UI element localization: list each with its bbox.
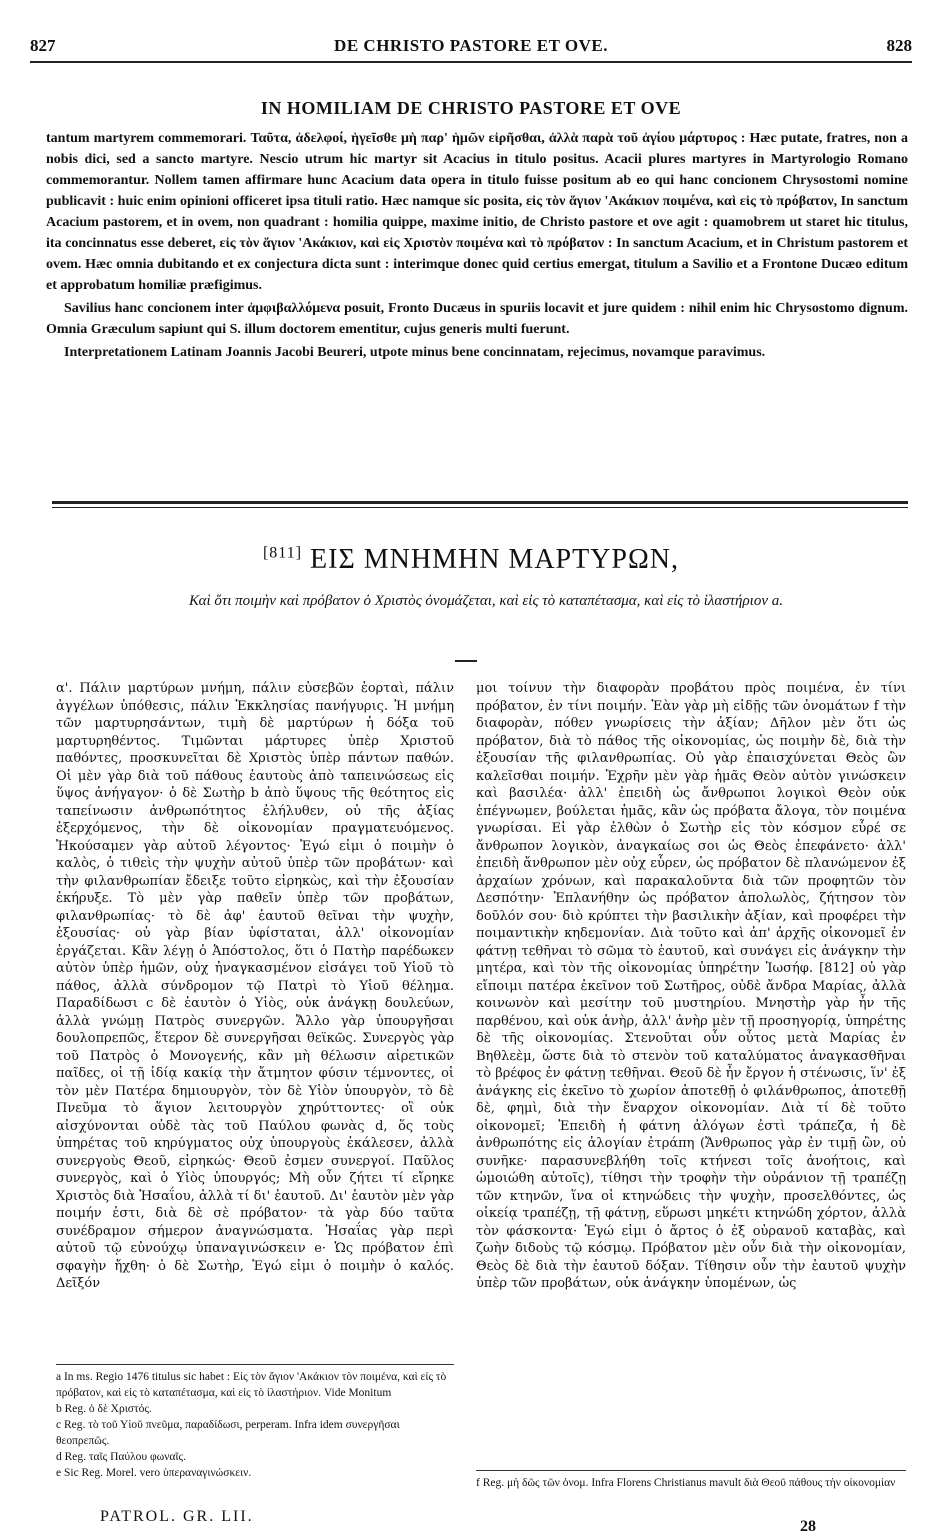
homily-subtitle: Καὶ ὅτι ποιμὴν καὶ πρόβατον ὁ Χριστὸς ὀνομάζεται, καὶ εἰς τὸ καταπέτασμα, καὶ εἰς τὸ ἱλαστήριον a.	[189, 593, 783, 609]
monitum-paragraph: Interpretationem Latinam Joannis Jacobi Beureri, utpote minus bene concinnatam, rejecimus, novamque paravimus.	[64, 345, 766, 360]
footnote: a In ms. Regio 1476 titulus sic habet : Εἰς τὸν ἅγιον 'Ακάκιον τὸν ποιμένα, καὶ εἰς τὸ πρόβατον, καὶ εἰς τὸ καταπέτασμα, καὶ εἰς τὸ ἱλαστήριον. Vide Monitum	[56, 1371, 447, 1399]
footnote: d Reg. ταῖς Παύλου φωναῖς.	[56, 1451, 186, 1463]
page-number: 827	[30, 36, 56, 55]
footer-signature: 28	[800, 1518, 816, 1535]
section-rule-thin	[52, 507, 908, 508]
monitum-title: IN HOMILIAM DE CHRISTO PASTORE ET OVE	[260, 98, 682, 118]
monitum-paragraph: Savilius hanc concionem inter ἀμφιβαλλόμενα posuit, Fronto Ducæus in spuriis locavit et jure quidem : nihil enim hic Chrysostomo dignum. Omnia Græculum sapiunt qui S. illum doctorem ementitur, cujus generis multi fuerunt.	[46, 301, 908, 337]
monitum-paragraph: tantum martyrem commemorari. Ταῦτα, ἀδελφοί, ἡγεῖσθε μὴ παρ' ἡμῶν εἰρῆσθαι, ἀλλὰ παρὰ τοῦ ἁγίου μάρτυρος : Hæc putate, fratres, non a nobis dici, sed a sancto martyre. Nescio utrum hic martyr sit Acacius in titulo positus. Acacii plures martyres in Martyrologio Romano commemorantur. Nollem tamen affirmare hunc Acacium data opera in titulo fuisse positum ab eo qui hanc concionem Chrysostomi nomine publicavit : huic enim opinioni officeret ipsa tituli ratio. Hæc namque sic posita, εἰς τὸν ἅγιον 'Ακάκιον ποιμένα, καὶ εἰς τὸ πρόβατον, In sanctum Acacium pastorem, et in ovem, non quadrant : homilia quippe, maxime initio, de Christo pastore et ove agit : quamobrem ut staret hic titulus, ita concinnatus esse deberet, εἰς τὸν ἅγιον 'Ακάκιον, καὶ εἰς Χριστὸν ποιμένα καὶ τὸ πρόβατον : In sanctum Acacium, et in Christum pastorem et ovem. Hæc omnia dubitando et ex conjectura dicta sunt : interimque donec quid certius emergat, titulum a Savilio et a Frontone Ducæo editum et approbatum homiliæ præfigimus.	[46, 131, 908, 293]
footnote: f Reg. μὴ δῶς τῶν ὀνομ. Infra Florens Christianus mavult διὰ Θεοῦ πάθους τὴν οἰκονομίαν	[476, 1477, 896, 1489]
running-header	[30, 36, 912, 58]
footnote: c Reg. τὸ τοῦ Υἱοῦ πνεῦμα, παραδίδωσι, perperam. Infra idem συνεργῆσαι θεοπρεπῶς.	[56, 1419, 400, 1447]
title-dash	[455, 660, 477, 662]
right-column	[476, 680, 906, 1293]
homily-title	[0, 544, 942, 576]
column-number: 828	[886, 36, 912, 55]
homily-title-text: ΕΙΣ ΜΝΗΜΗΝ ΜΑΡΤΥΡΩΝ,	[310, 544, 680, 575]
section-rule-thick	[52, 501, 908, 504]
right-footnotes	[476, 1470, 906, 1491]
right-column-text: μοι τοίνυν τὴν διαφορὰν προβάτου πρὸς ποιμένα, ἐν τίνι πρόβατον, ἐν τίνι ποιμήν. Ἐὰν γὰρ μὴ εἰδῇς τῶν ὀνομάτων f τὴν διαφορὰν, πόθεν γνωρίσεις τὴν ἀξίαν; Δῆλον μὲν ὅτι ὡς πρόβατον, διὰ τὸ πάθος τῆς οἰκονομίας, ὡς ποιμὴν δὲ, διὰ τὴν ἐξουσίαν τῆς φιλανθρωπίας. Οὐ γὰρ ἐπαισχύνεται Θεὸς ὢν καλεῖσθαι ποιμήν. Ἐχρῆν μὲν γὰρ ἡμᾶς Θεὸν αὐτὸν γινώσκειν καὶ βασιλέα· ἀλλ' ἐπειδὴ ὡς ἄνθρωποι λογικοὶ Θεὸν οὐκ ἐπέγνωμεν, βούλεται ἡμᾶς, κἂν ὡς πρόβατα ἄλογα, τὸν ποιμένα γνωρίσαι. Εἰ γὰρ ἐλθὼν ὁ Σωτὴρ εἰς τὸν κόσμον εὗρέ σε ἄνθρωπον λογικὸν, ἀναγκαίως σοι ὡς Θεὸς ἐπεφάνετο· ἀλλ' ἐπειδὴ ἄνθρωπον μὲν οὐχ εὗρεν, ὡς πρόβατον δὲ πλανώμενον ἐξ ἀρχαίων χρόνων, καὶ παρακαλοῦντα διὰ τῶν προφητῶν τὸν Δεσπότην· Ἐπλανήθην ὡς πρόβατον ἀπολωλὸς, ζήτησον τὸν δοῦλόν σου· διὸ κρύπτει τὴν βασιλικὴν ἀξίαν, καὶ προφέρει τὴν ποιμαντικὴν κηδεμονίαν. Διὰ τοῦτο καὶ ἀπ' ἀρχῆς οἰκονομεῖ ἐν φάτνῃ τεθῆναι τὸ σῶμα τὸ ἑαυτοῦ, καὶ συνάγει εἰς ἀνάγκην τὴν μητέρα, καὶ τὸν τῆς οἰκονομίας ὑπηρέτην Ἰωσήφ. [812] οὐ γὰρ εἴποιμι πατέρα ἐκεῖνον τοῦ Σωτῆρος, οὐδὲ ἄνδρα Μαρίας, ἀλλὰ κοινωνὸν καὶ μεσίτην τοῦ μυστηρίου. Μνηστὴρ γὰρ ἦν τῆς παρθένου, καὶ οὐκ ἀνὴρ, ἀλλ' ἀνὴρ μὲν τῇ προσηγορίᾳ, ὑπηρέτης δὲ τῆς οἰκονομίας. Στενοῦται οὖν οὗτος μετὰ Μαρίας ἐν Βηθλεὲμ, ὥστε διὰ τὸ στενὸν τοῦ καταλύματος ἀναγκασθῆναι τὸ βρέφος ἐν φάτνῃ τεθῆναι. Θεοῦ δὲ ἦν ἔργον ἡ στένωσις, ἵν' ἐξ ἀνάγκης εἰς ἐκεῖνο τὸ χωρίον ἀποτεθῇ ὁ φιλάνθρωπος, ἀποτεθῇ δὲ, φημὶ, διὰ τὴν ἔναρχον οἰκονομίαν. Διὰ τί δὲ τοῦτο οἰκονομεῖ; Ἐπειδὴ ἡ φάτνη ἀλόγων ἐστὶ τράπεζα, ἡ δὲ ἀνθρωπότης εἰς ἀλογίαν ἐτράπη (Ἄνθρωπος γὰρ ἐν τιμῇ ὢν, οὐ συνῆκε· παρασυνεβλήθη τοῖς κτήνεσι τοῖς ἀνοήτοις, καὶ ὡμοιώθη αὐτοῖς), τίθησι τὴν τροφὴν τὴν οὐράνιον τῇ τραπέζῃ τῶν κτηνῶν, ἵνα οἱ κτηνώδεις τὴν ψυχὴν, προσελθόντες, ὡς οἰκείᾳ τραπέζῃ, τῇ φάτνῃ, εὕρωσι μηκέτι κτηνώδη χόρτον, ἀλλὰ τὸν φάσκοντα· Ἐγώ εἰμι ὁ ἄρτος ὁ ἐξ οὐρανοῦ καταβὰς, καὶ ζωὴν διδοὺς τῷ κόσμῳ. Πρόβατον μὲν οὖν διὰ τὴν οἰκονομίαν, Θεὸς δὲ διὰ τὴν ἑαυτοῦ δόξαν. Τίθησιν οὖν τὴν ἑαυτοῦ ψυχὴν ὑπὲρ τῶν προβάτων, οὐκ ἀνάγκην ὑπομένων, ὡς	[476, 681, 906, 1291]
left-column	[56, 680, 454, 1293]
footnote: e Sic Reg. Morel. vero ὑπεραναγινώσκειν.	[56, 1467, 252, 1479]
left-footnotes	[56, 1364, 454, 1481]
monitum-text	[46, 128, 908, 365]
running-title: DE CHRISTO PASTORE ET OVE.	[334, 36, 608, 55]
homily-number: [811]	[262, 544, 303, 562]
left-column-text: α'. Πάλιν μαρτύρων μνήμη, πάλιν εὐσεβῶν ἑορταὶ, πάλιν ἀγγέλων ὑπόθεσις, πάλιν Ἐκκλησίας πανήγυρις. Ἡ μνήμη τῶν μαρτυρησάντων, τιμὴ δὲ μαρτύρων ἡ δόξα τοῦ μαρτυρηθέντος. Τιμῶνται μάρτυρες ὑπὲρ Χριστοῦ παθόντες, προσκυνεῖται δὲ Χριστὸς ὑπὲρ πάντων παθών. Οἱ μὲν γὰρ διὰ τοῦ πάθους ἑαυτοὺς ἀπὸ ταπεινώσεως εἰς ὕψος ἀνήγαγον· ὁ δὲ Σωτὴρ b ἀπὸ ὕψους τῆς θεότητος εἰς ταπείνωσιν ἀνθρωπότητος ἐλήλυθεν, οὐ τῆς ἀξίας ἐξερχόμενος, τὴν δὲ οἰκονομίαν πραγματευόμενος. Ἠκούσαμεν γὰρ αὐτοῦ λέγοντος· Ἐγώ εἰμι ὁ ποιμὴν ὁ καλὸς, ὁ τιθεὶς τὴν ψυχὴν αὐτοῦ ὑπὲρ τῶν προβάτων· καὶ τὴν φιλανθρωπίαν ἔδειξε τοῦτο εἰρηκὼς, καὶ τὴν ἐξουσίαν ἐκήρυξε. Τὸ μὲν γὰρ παθεῖν ὑπὲρ τῶν προβάτων, φιλανθρωπίας· τὸ δὲ ἀφ' ἑαυτοῦ θεῖναι τὴν ψυχὴν, ἐξουσίας· οὐ γὰρ βίαν ὑφίσταται, ἀλλ' οἰκονομίαν ἐργάζεται. Κἂν λέγῃ ὁ Ἀπόστολος, ὅτι ὁ Πατὴρ παρέδωκεν αὐτὸν ὑπὲρ ἡμῶν, οὐχ ἠναγκασμένον εἰσάγει τοῦ Υἱοῦ τὸ πάθος, ἀλλὰ σύνδρομον τῷ Πατρὶ τὸ Υἱοῦ θέλημα. Παραδίδωσι c δὲ ἑαυτὸν ὁ Υἱὸς, οὐκ ἀνάγκῃ δουλεύων, ἀλλὰ γνώμῃ Πατρὸς συνεργῶν. Ἄλλο γὰρ ὑπουργῆσαι δουλοπρεπῶς, ἕτερον δὲ συνεργῆσαι θεϊκῶς. Συνεργὸς γὰρ τοῦ Πατρὸς ὁ Μονογενής, κἂν μὴ θέλωσιν αἱρετικῶν παῖδες, οἱ τῇ ἰδίᾳ κακίᾳ τὴν ἄτμητον φύσιν τέμνοντες, οἱ τὸν μὲν Πατέρα δημιουργὸν, τὸν δὲ Υἱὸν ὑπουργὸν, τὸ δὲ Πνεῦμα τὸ ἅγιον λειτουργὸν χηρύττοντες· οἳ οὐκ αἰσχύνονται οὐδὲ τὰς τοῦ Παύλου φωνὰς d, ὅς τοὺς ὑπηρέτας τοῦ κηρύγματος οὐχ ὑπουργοὺς ἐκάλεσεν, ἀλλὰ συνεργοὺς Θεοῦ, εἰρηκώς· Θεοῦ ἐσμεν συνεργοί. Παῦλος συνεργὸς, καὶ ὁ Υἱὸς ὑπουργός; Μὴ οὖν ζήτει τί εἴρηκε Χριστὸς διὰ Ἡσαΐου, ἀλλὰ τί δι' ἑαυτοῦ. Δι' ἑαυτὸν μὲν γὰρ ποιμήν ἐστι, διὰ δὲ σὲ πρόβατον· τὰ γὰρ δύο ταῦτα συνέδραμον σήμερον ἀναγνώσματα. Ἡσαΐας γὰρ περὶ αὐτοῦ τῷ εὐνούχῳ ὑπαναγινώσκειν e· Ὡς πρόβατον ἐπὶ σφαγὴν ἤχθη· ὁ δὲ Σωτὴρ, Ἐγώ εἰμι ὁ ποιμὴν ὁ καλός. Δεῖξόν	[56, 681, 454, 1291]
header-rule	[30, 61, 912, 63]
footnote: b Reg. ὁ δὲ Χριστός.	[56, 1403, 152, 1415]
footer-series: PATROL. GR. LII.	[100, 1508, 254, 1525]
